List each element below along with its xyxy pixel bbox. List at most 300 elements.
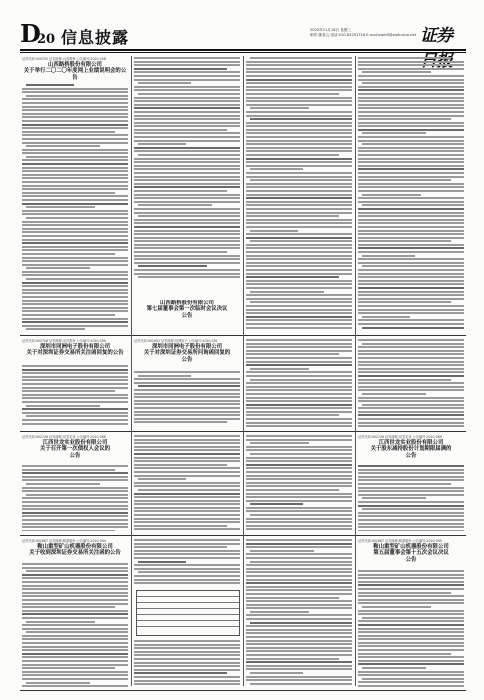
text-line	[22, 285, 128, 287]
text-line	[134, 539, 240, 541]
text-line	[22, 419, 128, 421]
text-line	[246, 449, 352, 451]
text-line	[358, 226, 464, 228]
text-line	[134, 676, 240, 678]
text-line	[358, 631, 464, 633]
column-rule	[243, 56, 244, 686]
page-number: 20	[37, 32, 56, 47]
text-line	[358, 233, 464, 235]
text-line	[134, 118, 240, 120]
announcement-title: 江西世龙实业股份有限公司 关于召开第一次债权人会议的 公告	[39, 440, 111, 459]
text-line	[250, 550, 314, 552]
text-line	[134, 176, 240, 178]
text-line	[134, 546, 227, 548]
text-line	[22, 224, 128, 226]
text-line	[22, 678, 128, 680]
text-line	[246, 294, 352, 296]
text-line	[22, 271, 128, 273]
text-line	[22, 613, 128, 615]
text-line	[22, 519, 128, 521]
text-line	[358, 599, 464, 601]
text-line	[22, 188, 128, 190]
text-line	[246, 618, 352, 620]
text-line	[22, 476, 128, 478]
announcement-header-6	[358, 435, 464, 463]
text-line	[358, 230, 464, 232]
text-line	[358, 465, 464, 467]
text-line	[246, 478, 352, 480]
text-line	[26, 267, 90, 269]
text-line	[138, 265, 207, 267]
text-line	[22, 253, 115, 255]
text-line	[246, 407, 352, 409]
text-line	[22, 379, 128, 381]
text-line	[134, 247, 240, 249]
text-line	[362, 497, 426, 499]
text-line	[358, 219, 464, 221]
text-line	[358, 469, 464, 471]
text-line	[246, 493, 352, 495]
text-line	[246, 312, 352, 314]
text-line	[358, 371, 464, 373]
text-line	[246, 75, 352, 77]
text-line	[246, 100, 352, 102]
announcement-code: 证券代码:002748 证券简称:世龙实业 公告编号:2020-069	[358, 435, 442, 439]
text-line	[134, 521, 240, 523]
text-line	[22, 149, 128, 151]
text-line	[358, 319, 464, 321]
announcement-title: 山西路桥股份有限公司 第七届董事会第一次临时会议决议 公告	[146, 300, 228, 319]
text-line	[246, 650, 352, 652]
text-line	[358, 414, 464, 416]
text-line	[134, 482, 240, 484]
text-line	[246, 422, 352, 424]
text-line	[358, 294, 464, 296]
text-line	[246, 679, 352, 681]
issue-date: 2020年11月18日 星期三	[310, 28, 351, 32]
text-line	[246, 204, 352, 206]
text-line	[246, 115, 352, 117]
text-line	[22, 638, 128, 640]
text-line	[246, 525, 352, 527]
masthead-meta	[310, 28, 416, 38]
text-line	[246, 132, 352, 134]
text-line	[250, 503, 303, 505]
text-line	[246, 258, 352, 260]
text-line	[138, 489, 240, 491]
text-line	[362, 393, 426, 395]
text-line	[22, 512, 128, 514]
text-line	[22, 181, 128, 183]
text-line	[134, 680, 240, 682]
text-line	[246, 154, 339, 156]
text-line	[246, 186, 352, 188]
text-line	[250, 230, 298, 232]
text-line	[22, 307, 128, 309]
text-line	[246, 161, 352, 163]
text-line	[134, 240, 240, 242]
text-line	[134, 371, 240, 373]
text-line	[246, 597, 339, 599]
text-line	[134, 493, 240, 495]
text-line	[22, 585, 128, 587]
text-line	[246, 255, 352, 257]
text-line	[134, 165, 240, 167]
text-line	[358, 584, 464, 586]
text-line	[26, 328, 84, 330]
text-line	[358, 479, 464, 481]
announcement-title: 深圳市同洲电子股份有限公司 关于对深圳证券交易所关注函回复的公告	[26, 344, 124, 357]
text-line	[22, 505, 128, 507]
text-line	[22, 628, 128, 630]
text-line	[358, 346, 464, 348]
text-line	[26, 621, 95, 623]
column-rule	[355, 56, 356, 686]
text-line	[134, 528, 240, 530]
text-line	[22, 138, 128, 140]
text-line	[358, 595, 464, 597]
text-line	[22, 574, 128, 576]
text-line	[134, 194, 240, 196]
announcement-code: 证券代码:002052 证券简称:同洲电子 公告编号:2020-091	[134, 339, 218, 343]
text-line	[22, 124, 128, 126]
text-line	[22, 159, 128, 161]
text-line	[358, 357, 464, 359]
text-line	[246, 500, 352, 502]
text-line	[246, 589, 352, 591]
text-line	[358, 79, 464, 81]
text-line	[358, 386, 464, 388]
text-line	[22, 387, 128, 389]
section-title: 信息披露	[61, 28, 130, 47]
text-line	[358, 190, 464, 192]
text-line	[250, 240, 352, 242]
text-line	[134, 190, 227, 192]
text-line	[22, 523, 128, 525]
text-line	[246, 654, 352, 656]
text-line	[134, 507, 240, 509]
text-line	[138, 478, 186, 480]
text-line	[358, 57, 451, 59]
text-line	[358, 505, 464, 507]
text-line	[246, 607, 352, 609]
text-line	[358, 592, 451, 594]
announcement-header-2	[134, 300, 240, 330]
text-line	[246, 496, 352, 498]
text-line	[22, 228, 128, 230]
announcement-code: 证券代码:002708 证券简称:光洋股份 公告编号:2020-090	[22, 339, 106, 343]
text-line	[22, 369, 128, 371]
text-line	[250, 291, 324, 293]
text-line	[22, 192, 115, 194]
text-line	[134, 396, 240, 398]
announcement-header-3	[22, 339, 128, 363]
text-line	[26, 217, 128, 219]
text-line	[134, 208, 240, 210]
announcement-title: 深圳市同洲电子股份有限公司 关于对深圳证券交易所问询函回复的 公告	[143, 344, 231, 363]
text-line	[362, 343, 464, 345]
text-line	[134, 382, 240, 384]
text-line	[246, 61, 352, 63]
text-line	[134, 640, 240, 642]
text-line	[26, 95, 128, 97]
text-line	[358, 581, 464, 583]
announcement-code: 证券代码:002667 证券简称:鞍重股份 公告编号:2020-094	[22, 539, 106, 543]
text-line	[246, 316, 352, 318]
text-line	[358, 75, 464, 77]
text-line	[134, 575, 240, 577]
text-line	[22, 617, 128, 619]
text-line	[358, 97, 464, 99]
text-line	[134, 389, 240, 391]
text-line	[22, 667, 115, 669]
text-line	[134, 230, 240, 232]
text-line	[138, 385, 240, 387]
text-line	[134, 147, 240, 149]
text-line	[358, 154, 464, 156]
text-line	[246, 346, 352, 348]
text-line	[250, 442, 308, 444]
text-line	[22, 588, 128, 590]
text-line	[246, 176, 352, 178]
text-line	[358, 89, 464, 91]
text-line	[134, 168, 240, 170]
text-line	[246, 273, 352, 275]
text-line	[22, 325, 128, 327]
text-line	[250, 514, 352, 516]
text-line	[358, 172, 464, 174]
text-line	[246, 111, 352, 113]
text-line	[362, 265, 464, 267]
text-line	[22, 490, 128, 492]
text-line	[358, 638, 464, 640]
text-line	[246, 104, 352, 106]
text-line	[246, 97, 352, 99]
text-line	[22, 246, 128, 248]
text-line	[246, 386, 352, 388]
text-line	[358, 379, 451, 381]
text-line	[358, 588, 464, 590]
text-line	[358, 487, 464, 489]
text-line	[26, 483, 100, 485]
text-column	[246, 435, 352, 531]
text-line	[250, 622, 352, 624]
text-line	[134, 669, 240, 671]
text-line	[246, 464, 352, 466]
text-column	[358, 57, 464, 332]
text-line	[246, 546, 352, 548]
text-line	[358, 283, 464, 285]
text-line	[134, 525, 227, 527]
text-line	[246, 219, 352, 221]
text-line	[358, 681, 464, 683]
text-line	[134, 75, 240, 77]
text-line	[134, 672, 227, 674]
text-column	[358, 465, 464, 531]
text-line	[246, 418, 352, 420]
text-line	[250, 179, 352, 181]
text-line	[362, 667, 426, 669]
text-line	[22, 610, 128, 612]
text-line	[358, 624, 464, 626]
text-line	[246, 661, 352, 663]
text-line	[358, 61, 464, 63]
text-line	[246, 510, 352, 512]
text-line	[250, 107, 308, 109]
text-line	[134, 393, 240, 395]
text-column	[246, 57, 352, 332]
text-line	[358, 129, 464, 131]
text-line	[22, 177, 128, 179]
text-line	[134, 654, 240, 656]
masthead	[20, 19, 466, 48]
masthead-rule	[20, 49, 466, 51]
text-line	[358, 400, 464, 402]
text-line	[246, 361, 352, 363]
text-line	[22, 465, 128, 467]
text-line	[358, 494, 464, 496]
text-line	[134, 104, 240, 106]
text-line	[134, 510, 240, 512]
announcement-title: 鞍山重型矿山机器股份有限公司 关于收到深圳证券交易所关注函的公告	[29, 544, 121, 557]
text-line	[358, 291, 464, 293]
text-line	[134, 237, 240, 239]
text-line	[358, 490, 464, 492]
text-column	[246, 539, 352, 687]
text-line	[246, 518, 352, 520]
text-line	[134, 658, 240, 660]
text-line	[246, 614, 352, 616]
text-line	[22, 102, 128, 104]
text-line	[358, 115, 464, 117]
text-line	[358, 656, 464, 658]
text-line	[22, 646, 128, 648]
announcement-code: 证券代码:002667 证券简称:鞍重股份 公告编号:2020-095	[358, 539, 442, 543]
text-line	[246, 190, 352, 192]
text-line	[358, 244, 464, 246]
text-line	[134, 471, 240, 473]
newspaper-logo: 证券	[420, 26, 452, 46]
text-line	[22, 113, 128, 115]
text-line	[134, 647, 240, 649]
text-line	[358, 425, 464, 427]
text-line	[246, 625, 352, 627]
text-line	[138, 561, 186, 563]
text-line	[358, 472, 464, 474]
text-line	[134, 503, 240, 505]
text-line	[250, 561, 352, 563]
text-line	[134, 460, 240, 462]
text-line	[246, 553, 352, 555]
text-line	[246, 122, 352, 124]
text-line	[358, 353, 464, 355]
text-line	[246, 201, 352, 203]
text-line	[246, 143, 352, 145]
text-line	[22, 210, 128, 212]
text-line	[358, 287, 464, 289]
text-line	[22, 310, 128, 312]
text-line	[246, 439, 352, 441]
text-line	[358, 276, 464, 278]
text-line	[246, 262, 352, 264]
text-line	[358, 269, 464, 271]
text-line	[246, 640, 352, 642]
text-line	[134, 500, 240, 502]
text-line	[22, 127, 128, 129]
text-line	[134, 435, 240, 437]
text-line	[134, 86, 240, 88]
text-line	[246, 543, 352, 545]
text-line	[22, 170, 128, 172]
text-line	[246, 604, 352, 606]
text-line	[358, 183, 464, 185]
text-line	[22, 635, 128, 637]
text-line	[250, 57, 352, 59]
text-line	[358, 301, 451, 303]
text-line	[246, 568, 352, 570]
text-line	[22, 134, 128, 136]
text-line	[134, 518, 240, 520]
text-line	[134, 568, 240, 570]
text-line	[22, 674, 128, 676]
announcement-header-1	[22, 57, 128, 83]
text-line	[134, 115, 240, 117]
text-column	[134, 57, 240, 281]
text-line	[358, 671, 464, 673]
text-line	[22, 249, 128, 251]
text-line	[246, 435, 352, 437]
text-line	[22, 131, 115, 133]
text-line	[134, 172, 240, 174]
text-line	[22, 515, 128, 517]
text-line	[246, 658, 339, 660]
text-line	[246, 397, 352, 399]
text-line	[22, 231, 128, 233]
text-line	[22, 401, 128, 403]
announcement-title: 山西路桥股份有限公司 关于举行二〇二〇年度网上业绩说明会的公告	[23, 62, 127, 81]
text-line	[362, 204, 464, 206]
text-line	[134, 258, 240, 260]
text-line	[134, 161, 240, 163]
text-line	[134, 186, 240, 188]
text-line	[134, 662, 240, 664]
text-line	[22, 185, 128, 187]
masthead-rule-thin	[20, 52, 466, 53]
text-line	[22, 88, 128, 90]
text-line	[362, 143, 464, 145]
text-line	[358, 251, 464, 253]
text-line	[358, 660, 464, 662]
text-line	[246, 89, 352, 91]
text-line	[358, 298, 464, 300]
text-line	[246, 579, 352, 581]
text-line	[22, 423, 128, 425]
text-line	[22, 412, 128, 414]
text-line	[358, 197, 464, 199]
text-column	[22, 365, 128, 427]
text-line	[26, 405, 100, 407]
text-line	[246, 265, 352, 267]
text-line	[246, 276, 339, 278]
text-line	[22, 469, 115, 471]
text-line	[22, 152, 128, 154]
text-line	[134, 446, 240, 448]
text-line	[22, 383, 128, 385]
text-line	[358, 663, 464, 665]
text-line	[358, 602, 464, 604]
text-line	[22, 289, 128, 291]
text-line	[22, 163, 128, 165]
